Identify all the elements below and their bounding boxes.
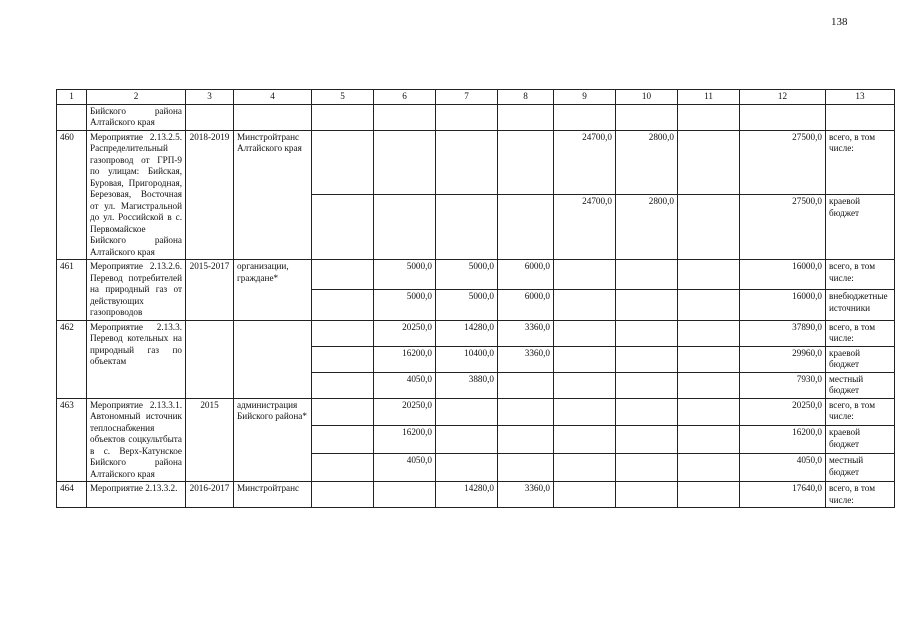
amount-cell: 24700,0 (554, 130, 616, 195)
amount-cell: 10400,0 (436, 346, 498, 372)
amount-cell (616, 290, 678, 320)
amount-cell (554, 372, 616, 398)
amount-cell (312, 482, 374, 508)
table-row (57, 260, 895, 290)
header-cell: 3 (186, 90, 234, 105)
funding-source: местный бюджет (826, 372, 895, 398)
row-measure-name: Мероприятие 2.13.2.6. Перевод потребителей на природный газ от действующих газопроводов (87, 260, 186, 321)
amount-cell (678, 482, 740, 508)
header-row (57, 90, 895, 105)
continuation-text: Бийского района Алтайского края (87, 104, 186, 130)
amount-cell: 29960,0 (740, 346, 826, 372)
amount-cell (312, 195, 374, 260)
header-cell: 2 (87, 90, 186, 105)
amount-cell (616, 372, 678, 398)
amount-cell: 2800,0 (616, 130, 678, 195)
amount-cell: 20250,0 (374, 320, 436, 346)
amount-cell (678, 320, 740, 346)
row-executor (234, 320, 312, 398)
amount-cell: 2800,0 (616, 195, 678, 260)
amount-cell (554, 320, 616, 346)
amount-cell (374, 195, 436, 260)
amount-cell: 17640,0 (740, 482, 826, 508)
amount-cell: 3360,0 (498, 482, 554, 508)
row-number: 463 (57, 398, 87, 482)
header-cell: 12 (740, 90, 826, 105)
amount-cell (436, 454, 498, 482)
amount-cell: 3880,0 (436, 372, 498, 398)
row-number: 461 (57, 260, 87, 321)
amount-cell (678, 346, 740, 372)
amount-cell (312, 426, 374, 454)
amount-cell (312, 372, 374, 398)
amount-cell (616, 346, 678, 372)
funding-source: местный бюджет (826, 454, 895, 482)
amount-cell (678, 398, 740, 426)
amount-cell (312, 130, 374, 195)
row-years: 2015-2017 (186, 260, 234, 321)
funding-source: краевой бюджет (826, 346, 895, 372)
header-cell: 10 (616, 90, 678, 105)
amount-cell (498, 195, 554, 260)
amount-cell (498, 454, 554, 482)
row-measure-name: Мероприятие 2.13.3.2. (87, 482, 186, 508)
header-cell: 4 (234, 90, 312, 105)
amount-cell: 27500,0 (740, 195, 826, 260)
amount-cell (616, 454, 678, 482)
amount-cell: 7930,0 (740, 372, 826, 398)
header-cell: 8 (498, 90, 554, 105)
row-years: 2015 (186, 398, 234, 482)
amount-cell (312, 260, 374, 290)
amount-cell (498, 426, 554, 454)
row-executor: организации, граждане* (234, 260, 312, 321)
amount-cell: 5000,0 (374, 290, 436, 320)
amount-cell (436, 130, 498, 195)
header-cell: 6 (374, 90, 436, 105)
amount-cell (498, 398, 554, 426)
amount-cell: 6000,0 (498, 290, 554, 320)
amount-cell: 4050,0 (740, 454, 826, 482)
amount-cell (312, 320, 374, 346)
row-measure-name: Мероприятие 2.13.2.5. Распределительный газопровод от ГРП-9 по улицам: Бийская, Буровая, Пригородная, Березовая, Восточная от ул. Магистральной до ул. Российской в с. Первомайское Бийского района Алтайского края (87, 130, 186, 260)
table-row (57, 482, 895, 508)
amount-cell: 14280,0 (436, 482, 498, 508)
amount-cell (312, 290, 374, 320)
amount-cell: 16200,0 (374, 346, 436, 372)
amount-cell (616, 260, 678, 290)
header-cell: 13 (826, 90, 895, 105)
amount-cell (554, 398, 616, 426)
amount-cell (554, 290, 616, 320)
page-number: 138 (831, 16, 848, 28)
amount-cell (616, 426, 678, 454)
header-cell: 5 (312, 90, 374, 105)
amount-cell (498, 372, 554, 398)
amount-cell: 4050,0 (374, 372, 436, 398)
funding-source: всего, в том числе: (826, 320, 895, 346)
amount-cell: 16200,0 (740, 426, 826, 454)
amount-cell: 6000,0 (498, 260, 554, 290)
header-cell: 7 (436, 90, 498, 105)
funding-source: краевой бюджет (826, 426, 895, 454)
amount-cell (616, 398, 678, 426)
funding-source: всего, в том числе: (826, 398, 895, 426)
table-row (57, 130, 895, 195)
row-measure-name: Мероприятие 2.13.3. Перевод котельных на природный газ по объектам (87, 320, 186, 398)
row-number: 462 (57, 320, 87, 398)
row-years: 2018-2019 (186, 130, 234, 260)
row-measure-name: Мероприятие 2.13.3.1. Автономный источник теплоснабжения объектов соцкультбыта в с. Верх-Катунское Бийского района Алтайского края (87, 398, 186, 482)
amount-cell: 16200,0 (374, 426, 436, 454)
row-number: 464 (57, 482, 87, 508)
amount-cell (312, 454, 374, 482)
amount-cell (616, 320, 678, 346)
amount-cell (498, 130, 554, 195)
amount-cell (554, 482, 616, 508)
funding-source: всего, в том числе: (826, 130, 895, 195)
funding-source: краевой бюджет (826, 195, 895, 260)
amount-cell (436, 195, 498, 260)
amount-cell (678, 290, 740, 320)
amount-cell (678, 426, 740, 454)
amount-cell (436, 426, 498, 454)
amount-cell (312, 398, 374, 426)
row-executor: администрация Бийского района* (234, 398, 312, 482)
amount-cell (616, 482, 678, 508)
amount-cell: 5000,0 (374, 260, 436, 290)
amount-cell: 37890,0 (740, 320, 826, 346)
amount-cell (312, 346, 374, 372)
amount-cell (374, 130, 436, 195)
amount-cell: 14280,0 (436, 320, 498, 346)
amount-cell: 16000,0 (740, 260, 826, 290)
amount-cell (678, 260, 740, 290)
funding-source: внебюджетные источники (826, 290, 895, 320)
amount-cell (554, 260, 616, 290)
header-cell: 9 (554, 90, 616, 105)
amount-cell (374, 482, 436, 508)
funding-source: всего, в том числе: (826, 482, 895, 508)
amount-cell: 16000,0 (740, 290, 826, 320)
continuation-row (57, 104, 895, 130)
amount-cell (678, 372, 740, 398)
amount-cell (436, 398, 498, 426)
amount-cell: 3360,0 (498, 320, 554, 346)
table-row (57, 398, 895, 426)
amount-cell (678, 454, 740, 482)
amount-cell (554, 346, 616, 372)
table-row (57, 320, 895, 346)
amount-cell: 20250,0 (374, 398, 436, 426)
header-cell: 11 (678, 90, 740, 105)
funding-source: всего, в том числе: (826, 260, 895, 290)
amount-cell (678, 195, 740, 260)
amount-cell: 4050,0 (374, 454, 436, 482)
amount-cell (554, 454, 616, 482)
row-executor: Минстройтранс Алтайского края (234, 130, 312, 260)
row-executor: Минстройтранс (234, 482, 312, 508)
amount-cell (678, 130, 740, 195)
amount-cell: 5000,0 (436, 260, 498, 290)
amount-cell: 3360,0 (498, 346, 554, 372)
row-years (186, 320, 234, 398)
header-cell: 1 (57, 90, 87, 105)
amount-cell: 20250,0 (740, 398, 826, 426)
amount-cell (554, 426, 616, 454)
amount-cell: 24700,0 (554, 195, 616, 260)
row-number: 460 (57, 130, 87, 260)
budget-table (56, 89, 895, 508)
amount-cell: 27500,0 (740, 130, 826, 195)
row-years: 2016-2017 (186, 482, 234, 508)
amount-cell: 5000,0 (436, 290, 498, 320)
